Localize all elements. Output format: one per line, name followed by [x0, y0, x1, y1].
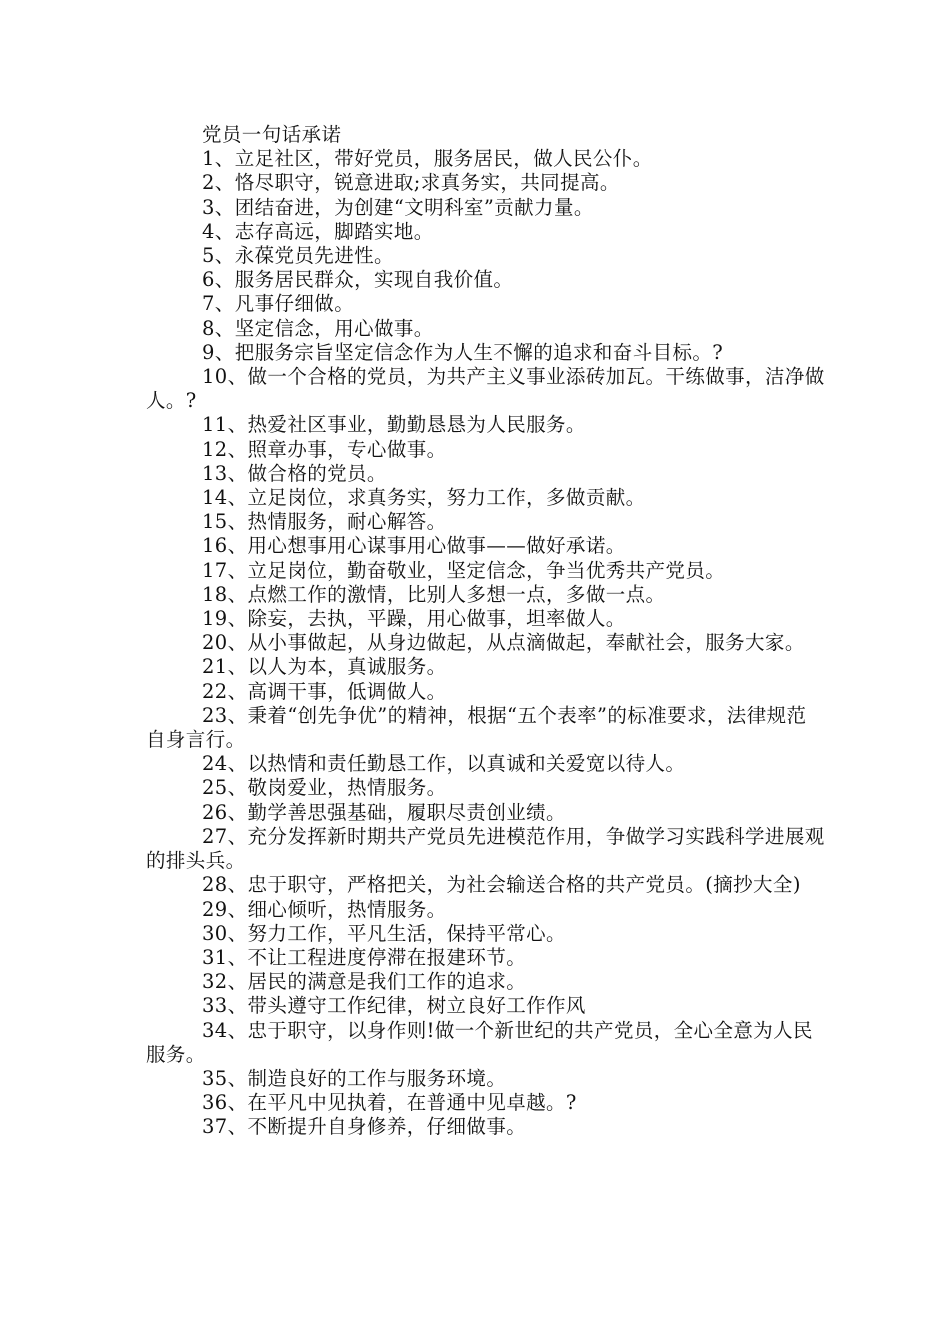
document-body: [146, 123, 826, 1140]
commitment-item: 31、不让工程进度停滞在报建环节。: [202, 945, 527, 969]
commitment-item: 28、忠于职守，严格把关，为社会输送合格的共产党员。(摘抄大全): [202, 873, 801, 897]
commitment-item: 12、照章办事，专心做事。: [202, 437, 447, 461]
commitment-item: 5、永葆党员先进性。: [202, 244, 394, 268]
commitment-item: 22、高调干事，低调做人。: [202, 679, 447, 703]
commitment-item: 24、以热情和责任勤恳工作，以真诚和关爱宽以待人。: [202, 752, 686, 776]
commitment-item: 34、忠于职守，以身作则!做一个新世纪的共产党员，全心全意为人民服务。: [146, 1018, 813, 1066]
commitment-item: 30、努力工作，平凡生活，保持平常心。: [202, 921, 566, 945]
commitment-item: 10、做一个合格的党员，为共产主义事业添砖加瓦。干练做事，洁净做人。?: [146, 365, 825, 413]
commitment-item: 11、热爱社区事业，勤勤恳恳为人民服务。: [202, 413, 586, 437]
commitment-item: 9、把服务宗旨坚定信念作为人生不懈的追求和奋斗目标。?: [202, 340, 724, 364]
commitment-item: 21、以人为本，真诚服务。: [202, 655, 447, 679]
commitment-item: 13、做合格的党员。: [202, 461, 387, 485]
commitment-item: 14、立足岗位，求真务实，努力工作，多做贡献。: [202, 486, 646, 510]
commitment-item: 23、秉着“创先争优”的精神，根据“五个表率”的标准要求，法律规范自身言行。: [146, 703, 807, 752]
commitment-item: 4、志存高远，脚踏实地。: [202, 219, 434, 243]
commitment-item: 6、服务居民群众，实现自我价值。: [202, 268, 514, 292]
commitment-item: 2、恪尽职守，锐意进取;求真务实，共同提高。: [202, 171, 620, 195]
commitment-item: 26、勤学善思强基础，履职尽责创业绩。: [202, 800, 566, 824]
commitment-item: 15、热情服务，耐心解答。: [202, 510, 447, 534]
commitment-item: 7、凡事仔细做。: [202, 292, 355, 316]
document-title: 党员一句话承诺: [202, 123, 342, 146]
commitment-item: 17、立足岗位，勤奋敬业，坚定信念，争当优秀共产党员。: [202, 558, 726, 582]
commitment-item: 37、不断提升自身修养，仔细做事。: [202, 1115, 527, 1139]
commitment-item: 33、带头遵守工作纪律，树立良好工作作风: [202, 994, 586, 1018]
commitment-item: 19、除妄，去执，平躁，用心做事，坦率做人。: [202, 607, 626, 631]
commitment-item: 25、敬岗爱业，热情服务。: [202, 776, 447, 800]
commitment-item: 27、充分发挥新时期共产党员先进模范作用，争做学习实践科学进展观的排头兵。: [146, 824, 825, 873]
commitment-item: 35、制造良好的工作与服务环境。: [202, 1066, 507, 1090]
commitment-item: 16、用心想事用心谋事用心做事——做好承诺。: [202, 534, 626, 558]
commitment-item: 36、在平凡中见执着，在普通中见卓越。?: [202, 1091, 577, 1115]
commitment-item: 1、立足社区，带好党员，服务居民，做人民公仆。: [202, 147, 653, 171]
commitment-item: 8、坚定信念，用心做事。: [202, 316, 434, 340]
commitment-item: 29、细心倾听，热情服务。: [202, 897, 447, 921]
commitment-item: 18、点燃工作的激情，比别人多想一点，多做一点。: [202, 582, 666, 606]
commitment-item: 3、团结奋进，为创建“文明科室”贡献力量。: [202, 195, 594, 219]
commitment-item: 32、居民的满意是我们工作的追求。: [202, 970, 527, 994]
commitment-item: 20、从小事做起，从身边做起，从点滴做起，奉献社会，服务大家。: [202, 631, 805, 655]
